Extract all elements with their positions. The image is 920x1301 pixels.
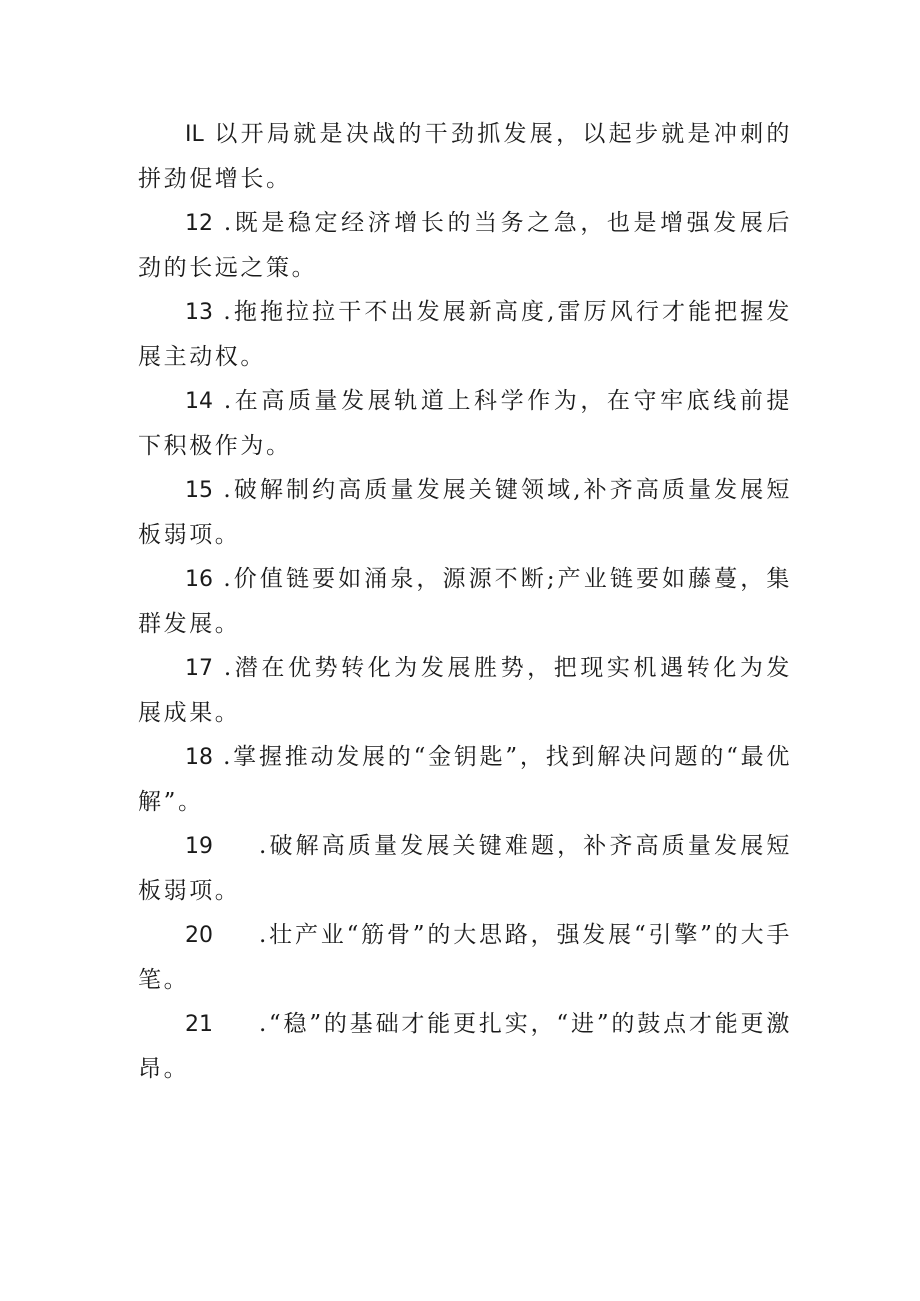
list-item [138,290,792,379]
item-text: .既是稳定经济增长的当务之急，也是增强发展后劲的长远之策。 [138,210,792,281]
item-text: .破解高质量发展关键难题，补齐高质量发展短板弱项。 [138,833,792,904]
item-text: .破解制约高质量发展关键领域,补齐高质量发展短板弱项。 [138,477,792,548]
item-text: .拖拖拉拉干不出发展新高度,雷厉风行才能把握发展主动权。 [138,299,792,370]
list-item [138,557,792,646]
item-number: 18 [185,745,213,770]
list-item [138,1002,792,1091]
list-item [138,112,792,201]
list-item [138,468,792,557]
list-item [138,646,792,735]
item-number: 12 [185,211,213,236]
item-text: 以开局就是决战的干劲抓发展，以起步就是冲刺的拼劲促增长。 [138,121,792,192]
item-number: 14 [185,389,213,414]
list-item [138,913,792,1002]
item-text: .壮产业“筋骨”的大思路，强发展“引擎”的大手笔。 [138,922,792,993]
item-number: 21 [185,1012,213,1037]
item-number: 19 [185,834,213,859]
item-number: IL [185,122,204,147]
item-text: .在高质量发展轨道上科学作为，在守牢底线前提下积极作为。 [138,388,792,459]
item-text: .掌握推动发展的“金钥匙”，找到解决问题的“最优解”。 [138,744,792,815]
item-text: .价值链要如涌泉，源源不断;产业链要如藤蔓，集群发展。 [138,566,792,637]
document-page [138,112,792,1091]
item-text: .“稳”的基础才能更扎实，“进”的鼓点才能更激昂。 [138,1011,792,1082]
item-number: 15 [185,478,213,503]
list-item [138,824,792,913]
item-number: 13 [185,300,213,325]
item-number: 17 [185,656,213,681]
item-text: .潜在优势转化为发展胜势，把现实机遇转化为发展成果。 [138,655,792,726]
item-number: 20 [185,923,213,948]
list-item [138,379,792,468]
item-number: 16 [185,567,213,592]
list-item [138,735,792,824]
list-item [138,201,792,290]
